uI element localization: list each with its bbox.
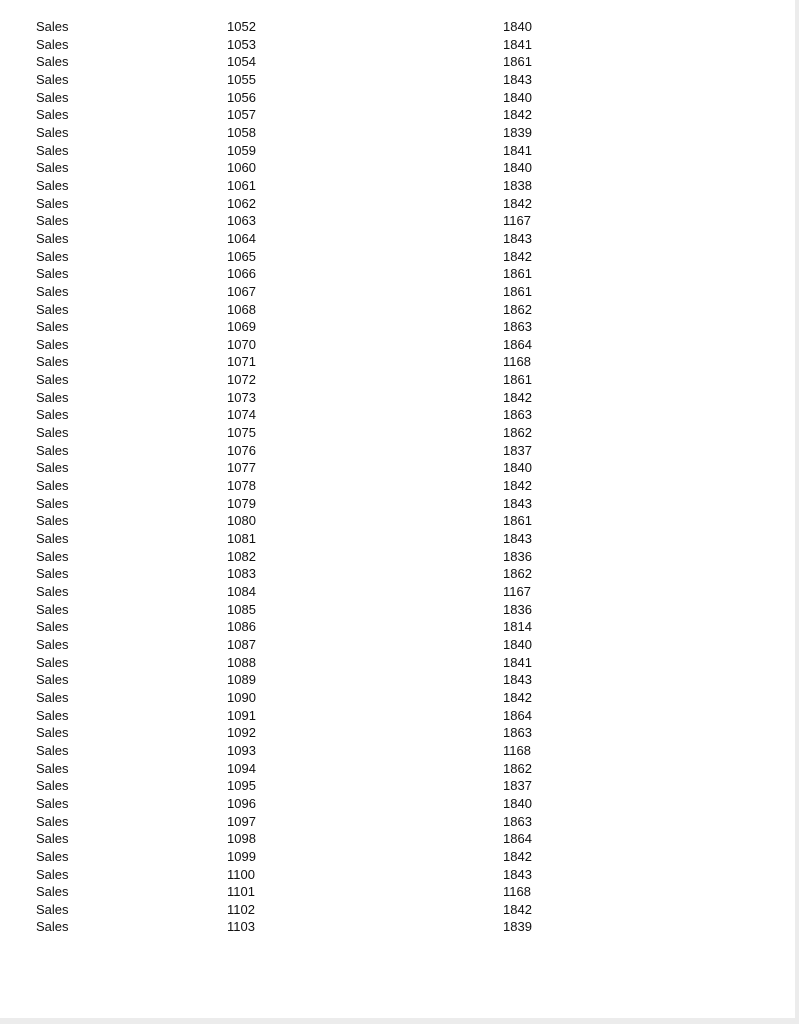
table-row xyxy=(36,918,596,936)
department-cell: Sales xyxy=(36,107,69,123)
code-cell: 1836 xyxy=(503,601,532,617)
table-row xyxy=(36,106,596,124)
code-cell: 1861 xyxy=(503,513,532,529)
id-cell: 1078 xyxy=(227,478,256,494)
id-cell: 1052 xyxy=(227,19,256,34)
code-cell: 1862 xyxy=(503,301,532,317)
department-cell: Sales xyxy=(36,71,69,87)
table-row xyxy=(36,248,596,266)
department-cell: Sales xyxy=(36,672,69,688)
table-row xyxy=(36,424,596,442)
department-cell: Sales xyxy=(36,742,69,758)
id-cell: 1062 xyxy=(227,195,256,211)
id-cell: 1077 xyxy=(227,460,256,476)
table-row xyxy=(36,512,596,530)
code-cell: 1861 xyxy=(503,283,532,299)
id-cell: 1090 xyxy=(227,689,256,705)
code-cell: 1842 xyxy=(503,248,532,264)
id-cell: 1099 xyxy=(227,848,256,864)
table-row xyxy=(36,813,596,831)
id-cell: 1074 xyxy=(227,407,256,423)
id-cell: 1071 xyxy=(227,354,256,370)
department-cell: Sales xyxy=(36,654,69,670)
department-cell: Sales xyxy=(36,354,69,370)
id-cell: 1079 xyxy=(227,495,256,511)
id-cell: 1065 xyxy=(227,248,256,264)
table-row xyxy=(36,565,596,583)
code-cell: 1862 xyxy=(503,760,532,776)
code-cell: 1836 xyxy=(503,548,532,564)
code-cell: 1842 xyxy=(503,107,532,123)
code-cell: 1843 xyxy=(503,531,532,547)
id-cell: 1057 xyxy=(227,107,256,123)
id-cell: 1091 xyxy=(227,707,256,723)
code-cell: 1168 xyxy=(503,354,531,370)
department-cell: Sales xyxy=(36,778,69,794)
code-cell: 1843 xyxy=(503,230,532,246)
department-cell: Sales xyxy=(36,919,69,935)
id-cell: 1053 xyxy=(227,36,256,52)
id-cell: 1069 xyxy=(227,319,256,335)
id-cell: 1068 xyxy=(227,301,256,317)
code-cell: 1864 xyxy=(503,336,532,352)
id-cell: 1075 xyxy=(227,425,256,441)
code-cell: 1843 xyxy=(503,672,532,688)
table-row xyxy=(36,795,596,813)
table-row xyxy=(36,265,596,283)
id-cell: 1070 xyxy=(227,336,256,352)
department-cell: Sales xyxy=(36,813,69,829)
id-cell: 1093 xyxy=(227,742,256,758)
department-cell: Sales xyxy=(36,389,69,405)
code-cell: 1842 xyxy=(503,689,532,705)
table-row xyxy=(36,353,596,371)
id-cell: 1073 xyxy=(227,389,256,405)
table-row xyxy=(36,866,596,884)
department-cell: Sales xyxy=(36,266,69,282)
code-cell: 1168 xyxy=(503,742,531,758)
department-cell: Sales xyxy=(36,177,69,193)
department-cell: Sales xyxy=(36,548,69,564)
table-row xyxy=(36,636,596,654)
department-cell: Sales xyxy=(36,425,69,441)
code-cell: 1861 xyxy=(503,54,532,70)
code-cell: 1842 xyxy=(503,848,532,864)
code-cell: 1839 xyxy=(503,124,532,140)
table-row xyxy=(36,459,596,477)
code-cell: 1842 xyxy=(503,389,532,405)
department-cell: Sales xyxy=(36,283,69,299)
id-cell: 1082 xyxy=(227,548,256,564)
id-cell: 1058 xyxy=(227,124,256,140)
code-cell: 1864 xyxy=(503,831,532,847)
table-row xyxy=(36,71,596,89)
department-cell: Sales xyxy=(36,831,69,847)
department-cell: Sales xyxy=(36,160,69,176)
id-cell: 1088 xyxy=(227,654,256,670)
table-row xyxy=(36,442,596,460)
department-cell: Sales xyxy=(36,407,69,423)
id-cell: 1067 xyxy=(227,283,256,299)
table-row xyxy=(36,195,596,213)
id-cell: 1076 xyxy=(227,442,256,458)
table-row xyxy=(36,389,596,407)
code-cell: 1842 xyxy=(503,478,532,494)
code-cell: 1840 xyxy=(503,795,532,811)
department-cell: Sales xyxy=(36,866,69,882)
table-row xyxy=(36,742,596,760)
department-cell: Sales xyxy=(36,901,69,917)
code-cell: 1167 xyxy=(503,584,531,599)
table-row xyxy=(36,777,596,795)
id-cell: 1055 xyxy=(227,71,256,87)
department-cell: Sales xyxy=(36,442,69,458)
department-cell: Sales xyxy=(36,460,69,476)
code-cell: 1862 xyxy=(503,425,532,441)
code-cell: 1837 xyxy=(503,778,532,794)
department-cell: Sales xyxy=(36,495,69,511)
table-row xyxy=(36,583,596,601)
code-cell: 1840 xyxy=(503,89,532,105)
code-cell: 1843 xyxy=(503,866,532,882)
table-row xyxy=(36,371,596,389)
code-cell: 1863 xyxy=(503,725,532,741)
department-cell: Sales xyxy=(36,707,69,723)
code-cell: 1841 xyxy=(503,654,532,670)
department-cell: Sales xyxy=(36,584,69,599)
code-cell: 1167 xyxy=(503,213,531,229)
table-row xyxy=(36,36,596,54)
code-cell: 1840 xyxy=(503,160,532,176)
code-cell: 1864 xyxy=(503,707,532,723)
department-cell: Sales xyxy=(36,760,69,776)
table-row xyxy=(36,548,596,566)
table-row xyxy=(36,336,596,354)
table-row xyxy=(36,689,596,707)
department-cell: Sales xyxy=(36,142,69,158)
id-cell: 1054 xyxy=(227,54,256,70)
department-cell: Sales xyxy=(36,19,69,34)
code-cell: 1843 xyxy=(503,495,532,511)
table-row xyxy=(36,18,596,36)
table-row xyxy=(36,830,596,848)
id-cell: 1060 xyxy=(227,160,256,176)
code-cell: 1863 xyxy=(503,319,532,335)
data-table xyxy=(36,18,596,936)
department-cell: Sales xyxy=(36,89,69,105)
id-cell: 1080 xyxy=(227,513,256,529)
table-row xyxy=(36,406,596,424)
id-cell: 1056 xyxy=(227,89,256,105)
department-cell: Sales xyxy=(36,301,69,317)
department-cell: Sales xyxy=(36,848,69,864)
code-cell: 1838 xyxy=(503,177,532,193)
department-cell: Sales xyxy=(36,319,69,335)
table-row xyxy=(36,230,596,248)
table-row xyxy=(36,901,596,919)
id-cell: 1063 xyxy=(227,213,256,229)
table-row xyxy=(36,477,596,495)
department-cell: Sales xyxy=(36,36,69,52)
table-row xyxy=(36,301,596,319)
table-row xyxy=(36,530,596,548)
table-row xyxy=(36,89,596,107)
id-cell: 1096 xyxy=(227,795,256,811)
id-cell: 1102 xyxy=(227,901,255,917)
department-cell: Sales xyxy=(36,725,69,741)
code-cell: 1168 xyxy=(503,884,531,900)
id-cell: 1064 xyxy=(227,230,256,246)
id-cell: 1087 xyxy=(227,636,256,652)
table-row xyxy=(36,654,596,672)
code-cell: 1863 xyxy=(503,407,532,423)
code-cell: 1837 xyxy=(503,442,532,458)
department-cell: Sales xyxy=(36,601,69,617)
department-cell: Sales xyxy=(36,884,69,900)
code-cell: 1842 xyxy=(503,195,532,211)
table-row xyxy=(36,601,596,619)
department-cell: Sales xyxy=(36,124,69,140)
department-cell: Sales xyxy=(36,336,69,352)
table-row xyxy=(36,495,596,513)
department-cell: Sales xyxy=(36,513,69,529)
table-row xyxy=(36,124,596,142)
id-cell: 1061 xyxy=(227,177,256,193)
table-row xyxy=(36,848,596,866)
id-cell: 1098 xyxy=(227,831,256,847)
table-row xyxy=(36,177,596,195)
table-row xyxy=(36,724,596,742)
table-row xyxy=(36,142,596,160)
code-cell: 1863 xyxy=(503,813,532,829)
code-cell: 1840 xyxy=(503,460,532,476)
table-row xyxy=(36,318,596,336)
department-cell: Sales xyxy=(36,195,69,211)
department-cell: Sales xyxy=(36,566,69,582)
table-row xyxy=(36,53,596,71)
table-row xyxy=(36,671,596,689)
id-cell: 1089 xyxy=(227,672,256,688)
code-cell: 1840 xyxy=(503,19,532,34)
table-row xyxy=(36,283,596,301)
id-cell: 1086 xyxy=(227,619,256,635)
table-row xyxy=(36,707,596,725)
table-row xyxy=(36,212,596,230)
id-cell: 1085 xyxy=(227,601,256,617)
department-cell: Sales xyxy=(36,213,69,229)
id-cell: 1097 xyxy=(227,813,256,829)
id-cell: 1084 xyxy=(227,584,256,599)
department-cell: Sales xyxy=(36,54,69,70)
id-cell: 1100 xyxy=(227,866,255,882)
id-cell: 1092 xyxy=(227,725,256,741)
code-cell: 1842 xyxy=(503,901,532,917)
code-cell: 1861 xyxy=(503,372,532,388)
id-cell: 1072 xyxy=(227,372,256,388)
code-cell: 1861 xyxy=(503,266,532,282)
department-cell: Sales xyxy=(36,372,69,388)
department-cell: Sales xyxy=(36,531,69,547)
code-cell: 1840 xyxy=(503,636,532,652)
department-cell: Sales xyxy=(36,478,69,494)
department-cell: Sales xyxy=(36,795,69,811)
department-cell: Sales xyxy=(36,689,69,705)
id-cell: 1095 xyxy=(227,778,256,794)
code-cell: 1843 xyxy=(503,71,532,87)
table-row xyxy=(36,883,596,901)
id-cell: 1081 xyxy=(227,531,256,547)
table-row xyxy=(36,760,596,778)
table-row xyxy=(36,618,596,636)
department-cell: Sales xyxy=(36,636,69,652)
id-cell: 1094 xyxy=(227,760,256,776)
code-cell: 1814 xyxy=(503,619,532,635)
id-cell: 1066 xyxy=(227,266,256,282)
code-cell: 1841 xyxy=(503,142,532,158)
department-cell: Sales xyxy=(36,230,69,246)
code-cell: 1841 xyxy=(503,36,532,52)
code-cell: 1862 xyxy=(503,566,532,582)
table-row xyxy=(36,159,596,177)
code-cell: 1839 xyxy=(503,919,532,935)
department-cell: Sales xyxy=(36,619,69,635)
id-cell: 1101 xyxy=(227,884,255,900)
id-cell: 1059 xyxy=(227,142,256,158)
id-cell: 1103 xyxy=(227,919,255,935)
id-cell: 1083 xyxy=(227,566,256,582)
department-cell: Sales xyxy=(36,248,69,264)
